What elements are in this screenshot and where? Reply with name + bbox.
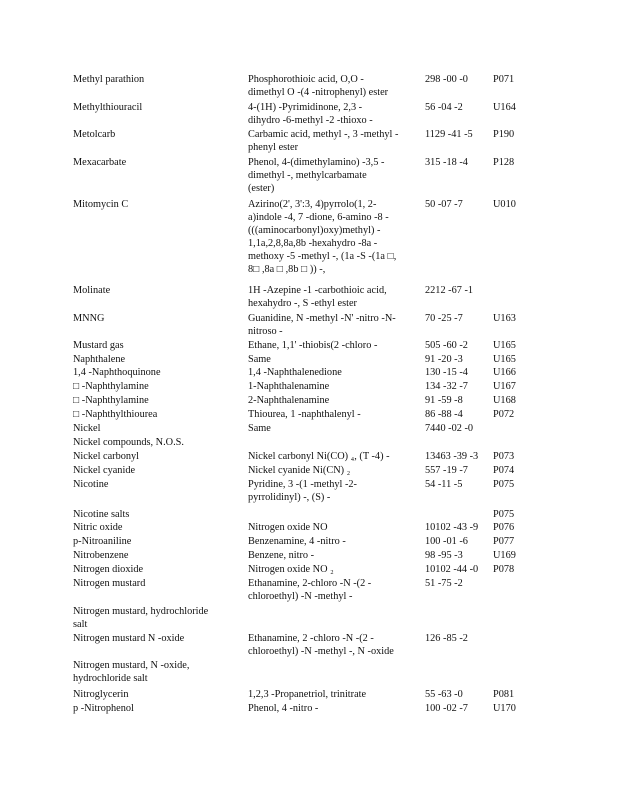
chemical-synonym-line: a)indole -4, 7 -dione, 6-amino -8 - <box>248 212 389 223</box>
chemical-synonym-line: dimethyl -, methylcarbamate <box>248 170 367 181</box>
cas-number-text: 126 -85 -2 <box>425 633 468 644</box>
chemical-synonym-line: Benzene, nitro - <box>248 550 315 561</box>
chemical-synonym-line: 1,1a,2,8,8a,8b -hexahydro -8a - <box>248 238 378 249</box>
chemical-synonym <box>248 702 416 715</box>
substance-name <box>73 632 241 645</box>
chemical-synonym-line: pyrrolidinyl) -, (S) - <box>248 492 331 503</box>
cas-number <box>425 478 495 491</box>
chemical-synonym-line: Guanidine, N -methyl -N' -nitro -N- <box>248 313 396 324</box>
chemical-synonym-line: 1,4 -Naphthalenedione <box>248 367 342 378</box>
substance-name <box>73 101 241 114</box>
chemical-synonym <box>248 450 416 463</box>
waste-code-text: P073 <box>493 451 515 462</box>
substance-name-line: □ -Naphthylamine <box>73 395 149 406</box>
waste-code <box>493 688 533 701</box>
substance-name-line: Molinate <box>73 285 111 296</box>
substance-name-line: Nickel carbonyl <box>73 451 140 462</box>
substance-name-line: Nickel <box>73 423 101 434</box>
chemical-synonym-line: Same <box>248 423 271 434</box>
chemical-synonym <box>248 549 416 562</box>
substance-name-line: Nitrogen mustard <box>73 578 146 589</box>
waste-code-text: P078 <box>493 564 515 575</box>
chemical-synonym-line: 1,2,3 -Propanetriol, trinitrate <box>248 689 367 700</box>
cas-number <box>425 366 495 379</box>
waste-code-text: U165 <box>493 354 516 365</box>
chemical-synonym <box>248 408 416 421</box>
chemical-synonym <box>248 366 416 379</box>
waste-code-text: U163 <box>493 313 516 324</box>
substance-name-line: 1,4 -Naphthoquinone <box>73 367 161 378</box>
substance-name-line: Nitrogen mustard, N -oxide, <box>73 660 190 671</box>
cas-number-text: 100 -02 -7 <box>425 703 468 714</box>
waste-code <box>493 521 533 534</box>
substance-name-line: MNNG <box>73 313 105 324</box>
chemical-synonym-line: dihydro -6-methyl -2 -thioxo - <box>248 115 373 126</box>
cas-number-text: 130 -15 -4 <box>425 367 468 378</box>
cas-number <box>425 128 495 141</box>
cas-number <box>425 521 495 534</box>
cas-number <box>425 408 495 421</box>
cas-number <box>425 198 495 211</box>
chemical-synonym-line: 4-(1H) -Pyrimidinone, 2,3 - <box>248 102 363 113</box>
substance-name-line: hydrochloride salt <box>73 673 148 684</box>
substance-name <box>73 408 241 421</box>
waste-code-text: U169 <box>493 550 516 561</box>
substance-name <box>73 128 241 141</box>
substance-name <box>73 284 241 297</box>
cas-number-text: 13463 -39 -3 <box>425 451 479 462</box>
cas-number <box>425 353 495 366</box>
substance-name-line: Methylthiouracil <box>73 102 143 113</box>
substance-name <box>73 464 241 477</box>
waste-code-text: U165 <box>493 340 516 351</box>
waste-code-text: U168 <box>493 395 516 406</box>
chemical-synonym-line: Nickel cyanide Ni(CN) ₂ <box>248 465 351 476</box>
chemical-synonym-line: Ethanamine, 2-chloro -N -(2 - <box>248 578 372 589</box>
substance-name <box>73 563 241 576</box>
waste-code <box>493 508 533 521</box>
waste-code <box>493 73 533 86</box>
waste-code <box>493 312 533 325</box>
chemical-synonym <box>248 353 416 366</box>
substance-name <box>73 198 241 211</box>
substance-name-line: Mexacarbate <box>73 157 127 168</box>
substance-name-line: Mustard gas <box>73 340 124 351</box>
chemical-synonym <box>248 312 416 338</box>
waste-code <box>493 563 533 576</box>
waste-code-text: P074 <box>493 465 515 476</box>
substance-name-line: Mitomycin C <box>73 199 129 210</box>
chemical-synonym-line: Azirino(2', 3':3, 4)pyrrolo(1, 2- <box>248 199 377 210</box>
substance-name-line: □ -Naphthylamine <box>73 381 149 392</box>
cas-number <box>425 688 495 701</box>
chemical-synonym <box>248 380 416 393</box>
substance-name <box>73 394 241 407</box>
waste-code <box>493 535 533 548</box>
cas-number-text: 54 -11 -5 <box>425 479 463 490</box>
cas-number-text: 2212 -67 -1 <box>425 285 474 296</box>
cas-number <box>425 156 495 169</box>
chemical-synonym <box>248 563 416 576</box>
chemical-synonym-line: chloroethyl) -N -methyl -, N -oxide <box>248 646 394 657</box>
substance-name <box>73 508 241 521</box>
substance-name <box>73 422 241 435</box>
chemical-synonym-line: phenyl ester <box>248 142 299 153</box>
cas-number <box>425 380 495 393</box>
cas-number <box>425 563 495 576</box>
cas-number <box>425 73 495 86</box>
chemical-synonym <box>248 632 416 658</box>
waste-code-text: P071 <box>493 74 515 85</box>
cas-number <box>425 450 495 463</box>
substance-name-line: Nicotine salts <box>73 509 130 520</box>
chemical-synonym-line: dimethyl O -(4 -nitrophenyl) ester <box>248 87 389 98</box>
chemical-synonym-line: Benzenamine, 4 -nitro - <box>248 536 346 547</box>
substance-name-line: Nickel cyanide <box>73 465 136 476</box>
cas-number-text: 98 -95 -3 <box>425 550 463 561</box>
cas-number <box>425 284 495 297</box>
chemical-synonym-line: (((aminocarbonyl)oxy)methyl) - <box>248 225 381 236</box>
chemical-synonym-line: Ethane, 1,1' -thiobis(2 -chloro - <box>248 340 378 351</box>
waste-code-text: U167 <box>493 381 516 392</box>
substance-name <box>73 353 241 366</box>
substance-name-line: Nitrogen dioxide <box>73 564 144 575</box>
cas-number <box>425 339 495 352</box>
substance-name <box>73 521 241 534</box>
waste-code <box>493 450 533 463</box>
waste-code <box>493 702 533 715</box>
substance-name <box>73 577 241 590</box>
chemical-synonym <box>248 688 416 701</box>
chemical-synonym-line: Nitrogen oxide NO <box>248 522 328 533</box>
cas-number-text: 55 -63 -0 <box>425 689 463 700</box>
substance-name <box>73 549 241 562</box>
substance-name-line: Nicotine <box>73 479 109 490</box>
substance-name-line: Nitrogen mustard N -oxide <box>73 633 185 644</box>
chemical-synonym-line: (ester) <box>248 183 275 194</box>
waste-code-text: P077 <box>493 536 515 547</box>
chemical-synonym-line: Ethanamine, 2 -chloro -N -(2 - <box>248 633 374 644</box>
substance-name <box>73 380 241 393</box>
substance-name <box>73 659 241 685</box>
waste-code-text: P075 <box>493 479 515 490</box>
substance-name <box>73 478 241 491</box>
substance-name-line: Nitrobenzene <box>73 550 129 561</box>
chemical-synonym <box>248 521 416 534</box>
cas-number <box>425 464 495 477</box>
chemical-synonym-line: Phosphorothioic acid, O,O - <box>248 74 364 85</box>
substance-name-line: Methyl parathion <box>73 74 145 85</box>
substance-name-line: Nickel compounds, N.O.S. <box>73 437 184 448</box>
waste-code <box>493 353 533 366</box>
cas-number <box>425 101 495 114</box>
chemical-synonym <box>248 535 416 548</box>
substance-name-line: □ -Naphthylthiourea <box>73 409 158 420</box>
substance-name-line: Nitroglycerin <box>73 689 129 700</box>
substance-name-line: Naphthalene <box>73 354 126 365</box>
waste-code-text: U010 <box>493 199 516 210</box>
chemical-synonym-line: 1H -Azepine -1 -carbothioic acid, <box>248 285 387 296</box>
chemical-synonym-line: methoxy -5 -methyl -, (1a -S -(1a □, <box>248 251 397 262</box>
waste-code <box>493 394 533 407</box>
chemical-synonym <box>248 284 416 310</box>
waste-code <box>493 478 533 491</box>
substance-name <box>73 450 241 463</box>
cas-number <box>425 549 495 562</box>
waste-code-text: P128 <box>493 157 515 168</box>
cas-number <box>425 312 495 325</box>
cas-number-text: 91 -20 -3 <box>425 354 463 365</box>
cas-number <box>425 394 495 407</box>
chemical-synonym-line: Nickel carbonyl Ni(CO) ₄, (T -4) - <box>248 451 390 462</box>
chemical-synonym-line: nitroso - <box>248 326 283 337</box>
substance-name <box>73 339 241 352</box>
waste-code-text: P075 <box>493 509 515 520</box>
waste-code <box>493 464 533 477</box>
cas-number-text: 10102 -43 -9 <box>425 522 479 533</box>
chemical-synonym-line: hexahydro -, S -ethyl ester <box>248 298 357 309</box>
chemical-synonym <box>248 156 416 195</box>
chemical-synonym-line: 8□ ,8a □ ,8b □ )) -, <box>248 264 326 275</box>
chemical-synonym <box>248 128 416 154</box>
chemical-synonym-line: Nitrogen oxide NO ₂ <box>248 564 334 575</box>
chemical-synonym <box>248 422 416 435</box>
chemical-synonym <box>248 464 416 477</box>
cas-number-text: 7440 -02 -0 <box>425 423 474 434</box>
cas-number-text: 134 -32 -7 <box>425 381 468 392</box>
substance-name <box>73 312 241 325</box>
waste-code-text: P072 <box>493 409 515 420</box>
waste-code <box>493 156 533 169</box>
waste-code <box>493 408 533 421</box>
waste-code <box>493 198 533 211</box>
chemical-synonym-line: 2-Naphthalenamine <box>248 395 330 406</box>
cas-number-text: 100 -01 -6 <box>425 536 468 547</box>
waste-code <box>493 101 533 114</box>
chemical-synonym <box>248 478 416 504</box>
substance-name-line: salt <box>73 619 88 630</box>
chemical-synonym <box>248 577 416 603</box>
chemical-synonym <box>248 73 416 99</box>
substance-name <box>73 436 241 449</box>
cas-number <box>425 577 495 590</box>
cas-number-text: 91 -59 -8 <box>425 395 463 406</box>
chemical-synonym-line: Phenol, 4-(dimethylamino) -3,5 - <box>248 157 385 168</box>
cas-number-text: 56 -04 -2 <box>425 102 463 113</box>
cas-number-text: 86 -88 -4 <box>425 409 463 420</box>
substance-name <box>73 535 241 548</box>
cas-number-text: 50 -07 -7 <box>425 199 463 210</box>
waste-code-text: U170 <box>493 703 516 714</box>
cas-number <box>425 535 495 548</box>
waste-code <box>493 128 533 141</box>
waste-code-text: P081 <box>493 689 515 700</box>
cas-number-text: 1129 -41 -5 <box>425 129 473 140</box>
cas-number-text: 505 -60 -2 <box>425 340 468 351</box>
waste-code <box>493 549 533 562</box>
chemical-synonym-line: Same <box>248 354 271 365</box>
chemical-synonym <box>248 101 416 127</box>
chemical-synonym-line: Pyridine, 3 -(1 -methyl -2- <box>248 479 357 490</box>
substance-name-line: Nitric oxide <box>73 522 123 533</box>
cas-number-text: 70 -25 -7 <box>425 313 463 324</box>
waste-code-text: U166 <box>493 367 516 378</box>
substance-name <box>73 73 241 86</box>
cas-number-text: 557 -19 -7 <box>425 465 468 476</box>
cas-number <box>425 422 495 435</box>
substance-name-line: Metolcarb <box>73 129 116 140</box>
cas-number-text: 315 -18 -4 <box>425 157 468 168</box>
substance-name <box>73 605 241 631</box>
substance-name <box>73 688 241 701</box>
waste-code-text: P076 <box>493 522 515 533</box>
cas-number-text: 51 -75 -2 <box>425 578 463 589</box>
cas-number-text: 10102 -44 -0 <box>425 564 479 575</box>
substance-name-line: Nitrogen mustard, hydrochloride <box>73 606 209 617</box>
chemical-synonym <box>248 394 416 407</box>
chemical-synonym <box>248 198 416 276</box>
waste-code <box>493 339 533 352</box>
waste-code-text: U164 <box>493 102 516 113</box>
cas-number <box>425 702 495 715</box>
chemical-synonym-line: 1-Naphthalenamine <box>248 381 330 392</box>
waste-code-text: P190 <box>493 129 515 140</box>
chemical-synonym-line: Thiourea, 1 -naphthalenyl - <box>248 409 361 420</box>
waste-code <box>493 366 533 379</box>
chemical-synonym-line: Phenol, 4 -nitro - <box>248 703 319 714</box>
chemical-synonym-line: chloroethyl) -N -methyl - <box>248 591 353 602</box>
substance-name <box>73 702 241 715</box>
waste-code <box>493 380 533 393</box>
substance-name-line: p -Nitrophenol <box>73 703 134 714</box>
cas-number <box>425 632 495 645</box>
cas-number-text: 298 -00 -0 <box>425 74 468 85</box>
chemical-synonym <box>248 339 416 352</box>
substance-name <box>73 156 241 169</box>
substance-name <box>73 366 241 379</box>
chemical-synonym-line: Carbamic acid, methyl -, 3 -methyl - <box>248 129 399 140</box>
substance-name-line: p-Nitroaniline <box>73 536 132 547</box>
